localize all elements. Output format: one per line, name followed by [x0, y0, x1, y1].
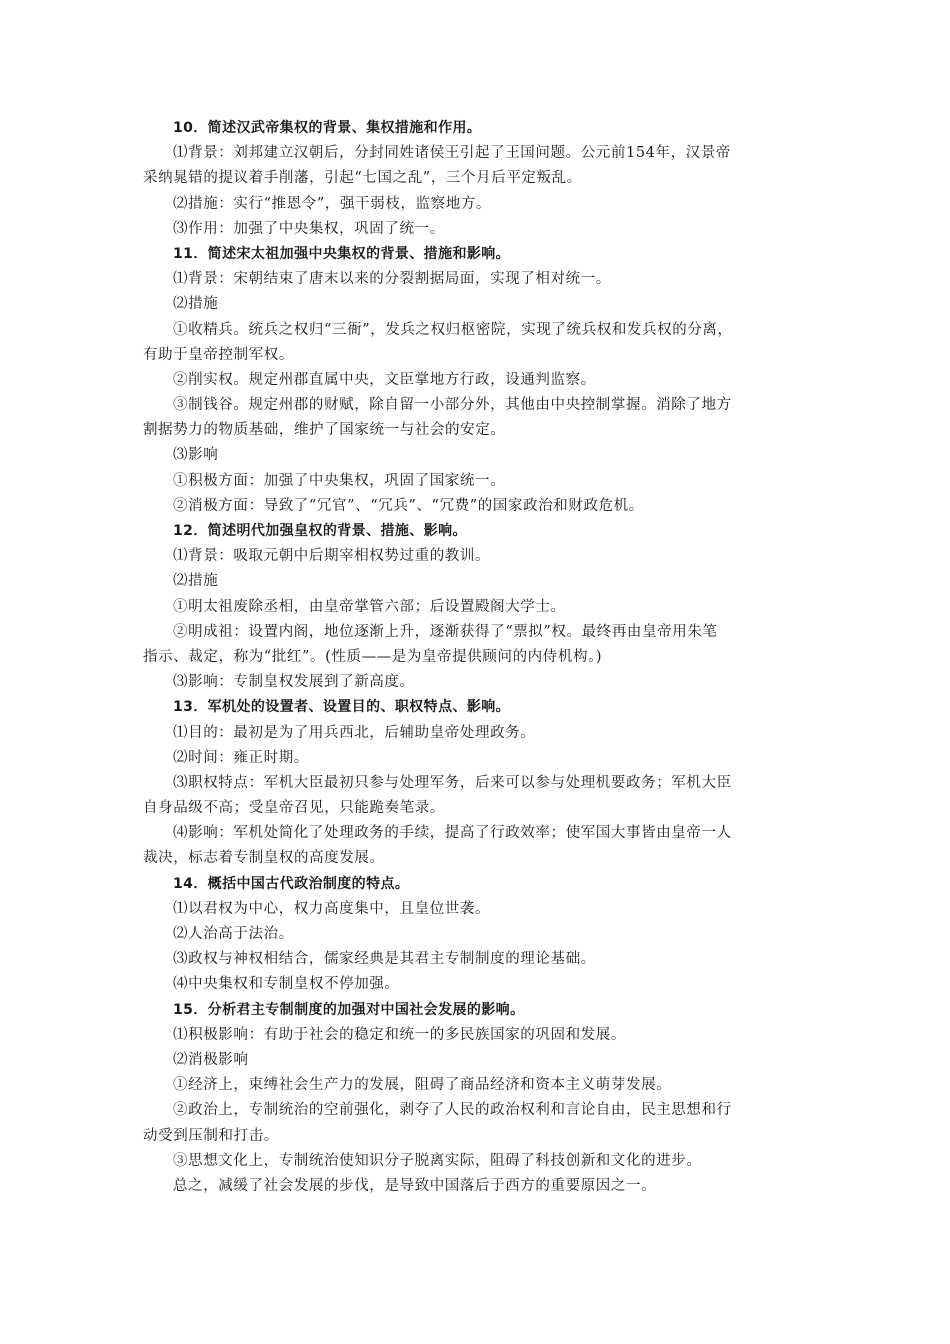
q11-impact-positive: ①积极方面：加强了中央集权，巩固了国家统一。	[173, 472, 506, 489]
q10-effect: ⑶作用：加强了中央集权，巩固了统一。	[173, 220, 445, 237]
q11-measures-label: ⑵措施	[173, 296, 219, 313]
q13-purpose: ⑴目的：最初是为了用兵西北，后辅助皇帝处理政务。	[173, 724, 536, 741]
q14-point-4: ⑷中央集权和专制皇权不停加强。	[173, 976, 400, 993]
q15-positive-impact: ⑴积极影响：有助于社会的稳定和统一的多民族国家的巩固和发展。	[173, 1026, 626, 1043]
q11-measure-3-line-1: ③制钱谷。规定州郡的财赋，除自留一小部分外，其他由中央控制掌握。消除了地方	[173, 397, 732, 414]
q13-impact-line-2: 裁决，标志着专制皇权的高度发展。	[143, 850, 385, 867]
q14-point-1: ⑴以君权为中心，权力高度集中，且皇位世袭。	[173, 900, 491, 917]
q15-negative-2-line-1: ②政治上，专制统治的空前强化，剥夺了人民的政治权利和言论自由，民主思想和行	[173, 1102, 732, 1119]
q10-heading: 10．简述汉武帝集权的背景、集权措施和作用。	[173, 120, 482, 136]
q12-measures-label: ⑵措施	[173, 573, 219, 590]
q12-heading: 12．简述明代加强皇权的背景、措施、影响。	[173, 523, 467, 539]
q15-negative-2-line-2: 动受到压制和打击。	[143, 1127, 279, 1144]
q15-negative-3: ③思想文化上，专制统治使知识分子脱离实际，阻碍了科技创新和文化的进步。	[173, 1152, 702, 1169]
q13-traits-line-1: ⑶职权特点：军机大臣最初只参与处理军务，后来可以参与处理机要政务；军机大臣	[173, 774, 732, 791]
q15-negative-1: ①经济上，束缚社会生产力的发展，阻碍了商品经济和资本主义萌芽发展。	[173, 1077, 672, 1094]
q14-point-2: ⑵人治高于法治。	[173, 926, 294, 942]
q14-point-3: ⑶政权与神权相结合，儒家经典是其君主专制制度的理论基础。	[173, 951, 596, 968]
q12-measure-1: ①明太祖废除丞相，由皇帝掌管六部；后设置殿阁大学士。	[173, 598, 566, 615]
q11-impact-label: ⑶影响	[173, 447, 219, 464]
q14-heading: 14．概括中国古代政治制度的特点。	[173, 875, 410, 892]
q13-traits-line-2: 自身品级不高；受皇帝召见，只能跪奏笔录。	[143, 800, 445, 817]
q12-impact: ⑶影响：专制皇权发展到了新高度。	[173, 674, 415, 691]
q11-measure-1-line-2: 有助于皇帝控制军权。	[143, 346, 294, 363]
q15-summary: 总之，减缓了社会发展的步伐，是导致中国落后于西方的重要原因之一。	[173, 1177, 657, 1194]
q13-time: ⑵时间：雍正时期。	[173, 749, 309, 766]
q15-heading: 15．分析君主专制制度的加强对中国社会发展的影响。	[173, 1001, 525, 1018]
q10-background-line-2: 采纳晁错的提议着手削藩，引起“七国之乱”，三个月后平定叛乱。	[143, 170, 582, 187]
q11-measure-1-line-1: ①收精兵。统兵之权归“三衙”，发兵之权归枢密院，实现了统兵权和发兵权的分离，	[173, 321, 733, 338]
document-page	[143, 116, 813, 1199]
q12-measure-2-line-2: 指示、裁定，称为“批红”。(性质——是为皇帝提供顾问的内侍机构。)	[143, 648, 603, 665]
q15-negative-label: ⑵消极影响	[173, 1051, 249, 1068]
q11-impact-negative: ②消极方面：导致了“冗官”、“冗兵”、“冗费”的国家政治和财政危机。	[173, 497, 644, 514]
q13-heading: 13．军机处的设置者、设置目的、职权特点、影响。	[173, 699, 511, 716]
q11-background: ⑴背景：宋朝结束了唐末以来的分裂割据局面，实现了相对统一。	[173, 271, 611, 288]
q11-measure-3-line-2: 割据势力的物质基础，维护了国家统一与社会的安定。	[143, 422, 506, 439]
q12-background: ⑴背景：吸取元朝中后期宰相权势过重的教训。	[173, 548, 491, 565]
q10-measures: ⑵措施：实行“推恩令”，强干弱枝，监察地方。	[173, 195, 492, 212]
q12-measure-2-line-1: ②明成祖：设置内阁，地位逐渐上升，逐渐获得了“票拟”权。最终再由皇帝用朱笔	[173, 623, 718, 640]
q13-impact-line-1: ⑷影响：军机处简化了处理政务的手续，提高了行政效率；使军国大事皆由皇帝一人	[173, 825, 732, 842]
q11-heading: 11．简述宋太祖加强中央集权的背景、措施和影响。	[173, 245, 511, 262]
q11-measure-2: ②削实权。规定州郡直属中央，文臣掌地方行政，设通判监察。	[173, 371, 596, 388]
q10-background-line-1: ⑴背景：刘邦建立汉朝后，分封同姓诸侯王引起了王国问题。公元前154年，汉景帝	[173, 145, 731, 162]
